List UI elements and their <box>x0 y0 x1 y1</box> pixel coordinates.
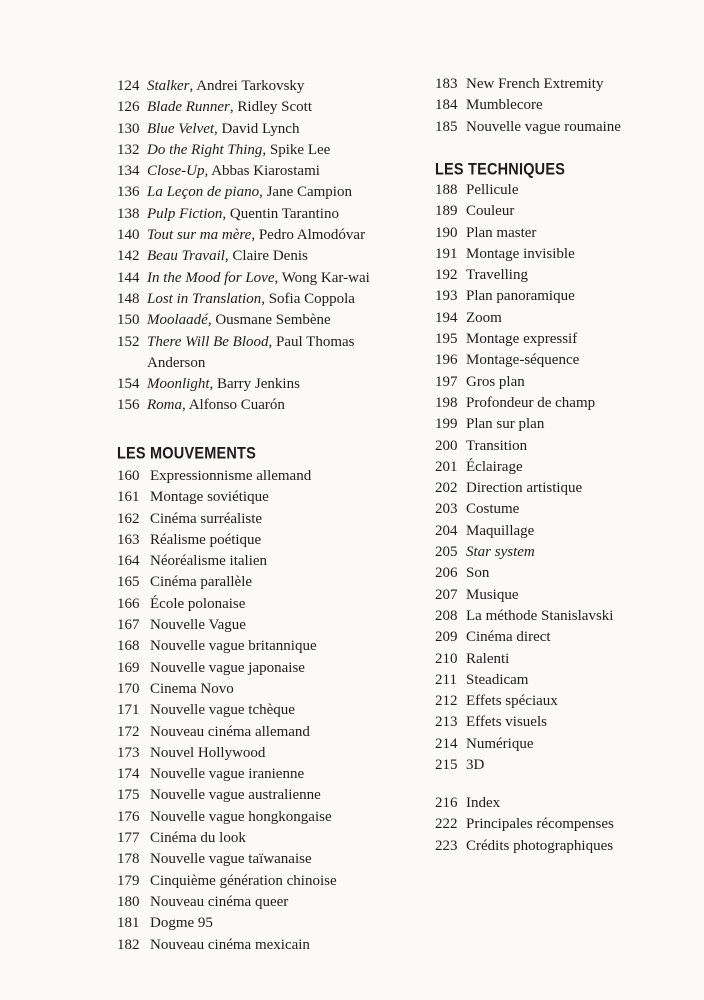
entry-label: Cinéma direct <box>466 629 551 646</box>
film-director: Jane Campion <box>266 184 352 201</box>
page-number: 166 <box>117 595 140 612</box>
page-number: 222 <box>435 816 458 833</box>
film-director: Paul Thomas Anderson <box>147 333 355 371</box>
entry-label: Nouvelle vague roumaine <box>466 118 621 135</box>
page-number: 126 <box>117 99 140 116</box>
entry-label: Nouvelle vague iranienne <box>150 766 305 783</box>
section-heading-movements: LES MOUVEMENTS <box>117 445 256 463</box>
toc-entry[interactable] <box>435 117 700 138</box>
page-number: 132 <box>117 141 140 158</box>
appendix-list <box>435 793 700 857</box>
entry-label: Gros plan <box>466 373 525 390</box>
page-number: 134 <box>117 163 140 180</box>
film-director: Quentin Tarantino <box>229 205 339 222</box>
entry-label: Ralenti <box>466 650 510 667</box>
entry-label: Nouvelle vague taïwanaise <box>150 851 312 868</box>
entry-label: École polonaise <box>150 595 246 612</box>
toc-entry[interactable] <box>435 734 700 755</box>
entry-label: Cinema Novo <box>150 680 234 697</box>
page-number: 162 <box>117 510 140 527</box>
toc-entry[interactable] <box>117 764 407 785</box>
page-number: 212 <box>435 693 458 710</box>
toc-entry[interactable] <box>435 499 700 520</box>
entry-label: La méthode Stanislavski <box>466 607 614 624</box>
page-number: 185 <box>435 118 458 135</box>
entry-label: Steadicam <box>466 671 529 688</box>
entry-label: Effets spéciaux <box>466 693 558 710</box>
page-number: 213 <box>435 714 458 731</box>
film-title: Blade Runner <box>147 99 230 116</box>
toc-entry[interactable] <box>117 935 407 956</box>
page-number: 201 <box>435 458 458 475</box>
page-number: 167 <box>117 617 140 634</box>
page-number: 202 <box>435 480 458 497</box>
toc-entry[interactable] <box>117 636 407 657</box>
toc-entry[interactable]: 134 Close-Up, Abbas Kiarostami <box>117 161 407 182</box>
page-number: 182 <box>117 936 140 953</box>
toc-entry[interactable] <box>117 828 407 849</box>
toc-entry[interactable] <box>435 436 700 457</box>
page-number: 156 <box>117 397 140 414</box>
toc-entry[interactable]: 156 Roma, Alfonso Cuarón <box>117 395 407 416</box>
toc-entry[interactable] <box>117 807 407 828</box>
page-number: 211 <box>435 671 457 688</box>
page-number: 199 <box>435 416 458 433</box>
film-director: Ridley Scott <box>237 99 312 116</box>
toc-entry[interactable]: 126 Blade Runner, Ridley Scott <box>117 97 407 118</box>
page-number: 188 <box>435 182 458 198</box>
toc-entry[interactable] <box>435 457 700 478</box>
toc-entry[interactable] <box>117 509 407 530</box>
page-number: 169 <box>117 659 140 676</box>
page-number: 181 <box>117 915 140 932</box>
toc-entry[interactable] <box>435 606 700 627</box>
page-number: 161 <box>117 489 140 506</box>
toc-entry[interactable] <box>117 743 407 764</box>
toc-entry[interactable]: 154 Moonlight, Barry Jenkins <box>117 374 407 395</box>
entry-label: Dogme 95 <box>150 915 213 932</box>
page-number: 192 <box>435 267 458 284</box>
toc-entry[interactable] <box>435 521 700 542</box>
entry-label: Profondeur de champ <box>466 394 596 411</box>
page-number: 180 <box>117 893 140 910</box>
film-director: Andrei Tarkovsky <box>196 78 305 94</box>
film-director: Alfonso Cuarón <box>188 397 285 414</box>
entry-label: Montage expressif <box>466 331 578 348</box>
toc-entry[interactable] <box>435 244 700 265</box>
page-number: 209 <box>435 629 458 646</box>
page-number: 165 <box>117 574 140 591</box>
toc-entry[interactable] <box>117 572 407 593</box>
film-director: Wong Kar-wai <box>281 269 370 286</box>
page-number: 177 <box>117 830 140 847</box>
page-number: 163 <box>117 531 140 548</box>
entry-label: Index <box>466 795 501 811</box>
page-number: 124 <box>117 78 140 94</box>
toc-entry[interactable] <box>435 563 700 584</box>
entry-label: Nouveau cinéma queer <box>150 893 289 910</box>
page-number: 205 <box>435 544 458 561</box>
toc-entry[interactable] <box>435 478 700 499</box>
page-number: 204 <box>435 522 458 539</box>
page-number: 142 <box>117 248 140 265</box>
entry-label: 3D <box>466 757 485 774</box>
film-title: Blue Velvet <box>147 120 215 137</box>
page-number: 194 <box>435 309 458 326</box>
entry-label: Transition <box>466 437 528 454</box>
entry-label: Mumblecore <box>466 97 543 114</box>
entry-label: Son <box>466 565 490 582</box>
entry-label: Montage invisible <box>466 245 575 262</box>
page-number: 210 <box>435 650 458 667</box>
page-number: 148 <box>117 290 140 307</box>
page-number: 175 <box>117 787 140 804</box>
toc-entry[interactable]: 132 Do the Right Thing, Spike Lee <box>117 140 407 161</box>
toc-entry[interactable] <box>435 372 700 393</box>
toc-entry[interactable] <box>435 74 700 95</box>
entry-label: Zoom <box>466 309 502 326</box>
page-number: 152 <box>117 333 140 350</box>
toc-entry[interactable] <box>117 466 407 487</box>
page-number: 183 <box>435 76 458 92</box>
toc-entry[interactable] <box>435 627 700 648</box>
page-number: 150 <box>117 312 140 329</box>
entry-label: Effets visuels <box>466 714 547 731</box>
toc-entry[interactable] <box>117 551 407 572</box>
page-number: 130 <box>117 120 140 137</box>
toc-entry[interactable] <box>117 785 407 806</box>
toc-entry[interactable] <box>117 849 407 870</box>
toc-entry[interactable] <box>117 530 407 551</box>
page-number: 198 <box>435 394 458 411</box>
entry-label: Direction artistique <box>466 480 583 497</box>
toc-entry[interactable] <box>435 793 700 814</box>
toc-entry[interactable] <box>435 223 700 244</box>
page-number: 164 <box>117 553 140 570</box>
toc-entry[interactable] <box>435 836 700 857</box>
toc-entry[interactable] <box>435 649 700 670</box>
toc-entry[interactable] <box>435 814 700 835</box>
techniques-list <box>435 180 700 776</box>
page-number: 179 <box>117 872 140 889</box>
entry-label: Néoréalisme italien <box>150 553 268 570</box>
entry-label: Nouveau cinéma mexicain <box>150 936 310 953</box>
page-number: 207 <box>435 586 458 603</box>
toc-entry[interactable]: 130 Blue Velvet, David Lynch <box>117 119 407 140</box>
toc-entry[interactable] <box>117 722 407 743</box>
page-number: 196 <box>435 352 458 369</box>
toc-entry[interactable] <box>435 265 700 286</box>
toc-entry[interactable] <box>435 329 700 350</box>
toc-entry[interactable] <box>435 712 700 733</box>
film-title: Moolaadé <box>147 312 208 329</box>
toc-entry[interactable] <box>117 658 407 679</box>
page-number: 170 <box>117 680 140 697</box>
entry-label: Cinéma parallèle <box>150 574 253 591</box>
toc-entry[interactable] <box>117 913 407 934</box>
movements-continued-list <box>435 74 700 138</box>
toc-entry[interactable] <box>435 755 700 776</box>
page-number: 214 <box>435 735 458 752</box>
film-title: Close-Up <box>147 163 205 180</box>
film-director: Barry Jenkins <box>217 376 300 393</box>
film-title: La Leçon de piano <box>147 184 260 201</box>
film-director: Spike Lee <box>269 141 331 158</box>
toc-entry[interactable]: 138 Pulp Fiction, Quentin Tarantino <box>117 204 407 225</box>
page-number: 168 <box>117 638 140 655</box>
entry-label: Nouvelle vague tchèque <box>150 702 295 719</box>
film-director: Abbas Kiarostami <box>211 163 320 180</box>
toc-entry[interactable] <box>117 871 407 892</box>
toc-entry[interactable] <box>117 487 407 508</box>
toc-entry[interactable] <box>435 542 700 563</box>
entry-label: Nouvelle vague japonaise <box>150 659 305 676</box>
entry-label: Nouvelle vague hongkongaise <box>150 808 332 825</box>
page-number: 174 <box>117 766 140 783</box>
entry-label: Pellicule <box>466 182 519 198</box>
toc-entry[interactable]: 142 Beau Travail, Claire Denis <box>117 246 407 267</box>
toc-entry[interactable] <box>435 201 700 222</box>
film-director: Ousmane Sembène <box>215 312 331 329</box>
toc-entry[interactable]: 124 Stalker, Andrei Tarkovsky <box>117 76 407 97</box>
toc-entry[interactable] <box>435 95 700 116</box>
toc-entry[interactable] <box>117 679 407 700</box>
toc-entry[interactable] <box>435 414 700 435</box>
page-number: 215 <box>435 757 458 774</box>
page-number: 208 <box>435 607 458 624</box>
toc-entry[interactable]: 148 Lost in Translation, Sofia Coppola <box>117 289 407 310</box>
page-number: 223 <box>435 837 458 854</box>
page-number: 154 <box>117 376 140 393</box>
toc-entry[interactable] <box>435 691 700 712</box>
page-number: 203 <box>435 501 458 518</box>
entry-label: Montage soviétique <box>150 489 269 506</box>
page-number: 178 <box>117 851 140 868</box>
page-number: 190 <box>435 224 458 241</box>
entry-label: Star system <box>466 544 535 561</box>
page-number: 195 <box>435 331 458 348</box>
page-number: 197 <box>435 373 458 390</box>
film-title: Do the Right Thing <box>147 141 263 158</box>
film-title: Roma <box>147 397 182 414</box>
page-number: 193 <box>435 288 458 305</box>
entry-label: Maquillage <box>466 522 535 539</box>
toc-entry[interactable] <box>435 286 700 307</box>
toc-entry[interactable] <box>117 594 407 615</box>
film-title: Moonlight <box>147 376 210 393</box>
entry-label: Plan sur plan <box>466 416 545 433</box>
entry-label: Numérique <box>466 735 534 752</box>
page-number: 138 <box>117 205 140 222</box>
entry-label: Réalisme poétique <box>150 531 262 548</box>
toc-entry[interactable] <box>435 585 700 606</box>
page-number: 206 <box>435 565 458 582</box>
film-title: Beau Travail <box>147 248 225 265</box>
entry-label: Principales récompenses <box>466 816 614 833</box>
film-director: Sofia Coppola <box>268 290 355 307</box>
page-number: 184 <box>435 97 458 114</box>
movements-list <box>117 466 407 956</box>
toc-entry[interactable] <box>435 670 700 691</box>
entry-label: Nouvelle vague britannique <box>150 638 317 655</box>
film-director: Pedro Almodóvar <box>258 227 366 244</box>
film-title: Stalker <box>147 78 190 94</box>
toc-entry[interactable] <box>435 180 700 201</box>
entry-label: Nouvelle vague australienne <box>150 787 321 804</box>
entry-label: Nouvelle Vague <box>150 617 246 634</box>
toc-entry[interactable] <box>117 892 407 913</box>
entry-label: Plan panoramique <box>466 288 575 305</box>
toc-entry[interactable]: 144 In the Mood for Love, Wong Kar-wai <box>117 268 407 289</box>
entry-label: Nouveau cinéma allemand <box>150 723 310 740</box>
page-number: 173 <box>117 744 140 761</box>
entry-label: Couleur <box>466 203 515 220</box>
page-number: 144 <box>117 269 140 286</box>
entry-label: Cinéma du look <box>150 830 246 847</box>
entry-label: Crédits photographiques <box>466 837 614 854</box>
page-number: 216 <box>435 795 458 811</box>
film-title: Lost in Translation <box>147 290 262 307</box>
page-number: 189 <box>435 203 458 220</box>
page-number: 140 <box>117 227 140 244</box>
entry-label: Plan master <box>466 224 537 241</box>
toc-entry[interactable]: 140 Tout sur ma mère, Pedro Almodóvar <box>117 225 407 246</box>
film-title: There Will Be Blood <box>147 333 269 350</box>
entry-label: Éclairage <box>466 458 523 475</box>
entry-label: Nouvel Hollywood <box>150 744 266 761</box>
entry-label: Cinquième génération chinoise <box>150 872 337 889</box>
toc-entry[interactable] <box>435 350 700 371</box>
page-number: 176 <box>117 808 140 825</box>
page-number: 172 <box>117 723 140 740</box>
film-title: Tout sur ma mère <box>147 227 252 244</box>
film-title: Pulp Fiction <box>147 205 223 222</box>
toc-entry[interactable]: 152 There Will Be Blood, Paul Thomas Anderson <box>117 332 407 375</box>
toc-entry[interactable] <box>117 615 407 636</box>
entry-label: Cinéma surréaliste <box>150 510 263 527</box>
page-number: 200 <box>435 437 458 454</box>
toc-entry[interactable]: 150 Moolaadé, Ousmane Sembène <box>117 310 407 331</box>
film-director: Claire Denis <box>232 248 308 265</box>
page-number: 191 <box>435 245 458 262</box>
films-list <box>117 76 407 417</box>
entry-label: New French Extremity <box>466 76 604 92</box>
toc-entry[interactable]: 136 La Leçon de piano, Jane Campion <box>117 182 407 203</box>
entry-label: Montage-séquence <box>466 352 580 369</box>
entry-label: Travelling <box>466 267 528 284</box>
toc-entry[interactable] <box>435 308 700 329</box>
film-title: In the Mood for Love <box>147 269 275 286</box>
film-director: David Lynch <box>221 120 300 137</box>
section-heading-techniques: LES TECHNIQUES <box>435 161 566 179</box>
page-number: 160 <box>117 468 140 484</box>
toc-entry[interactable] <box>435 393 700 414</box>
entry-label: Expressionnisme allemand <box>150 468 312 484</box>
page-number: 136 <box>117 184 140 201</box>
entry-label: Costume <box>466 501 520 518</box>
toc-entry[interactable] <box>117 700 407 721</box>
entry-label: Musique <box>466 586 519 603</box>
page-number: 171 <box>117 702 140 719</box>
